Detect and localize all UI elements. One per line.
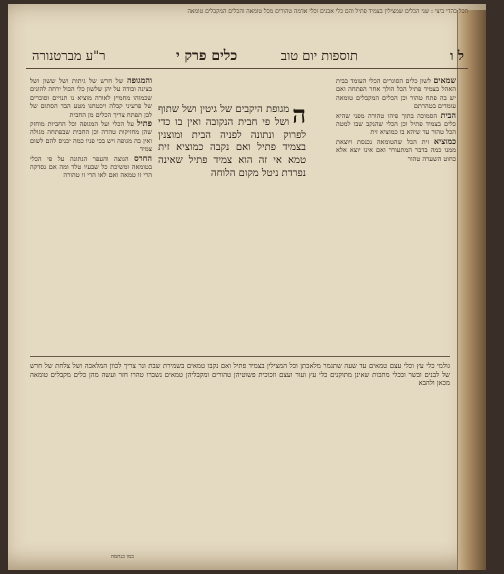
commentary-paragraph: כמוציא זית הכל שהטומאה נכנסת ויוצאת ממנו כמה בדבר המתעורר ואם אינו יוצא אלא כחוט השערה טהור (336, 135, 456, 163)
commentary-paragraph: החרס הגוצה והעפר הנתונה על פי הכלי בטומאה ומשיכת כל שבעיו טלד ומה אם נסדקה הרי זו טמאה ואם לאו הרי זו טהורה (30, 152, 152, 180)
mishna-text: ה מגופת היקבים של גיטין ושל שתוף ושל פי חבית הנקובה ואין בו כדי לפרוק ונתונה לפניה הבית ומוצנין בצמיד פתיל ואם נקבה כמוציא זית טמא אי זה הוא צמיד פתיל שאינה נפרדת ניטל מקום הלוחה (158, 104, 306, 179)
divider-rule (30, 356, 450, 357)
top-margin-text: הכל כהדי ביצי : שני הכלים שמצילין בצמיד פתיל והם כלי אבנים וכלי אדמה טהורים מכל טומאה והכלים המקבלים טומאה (187, 8, 468, 15)
commentary-paragraph: שמאים לשון כלים הסוגרים הכלי העומד בבית האהל בצמיד פתיל הכל הולך אחר הפתחה ואם יש בה פתח טהור וכן הכלים המקבלים טומאה עומדים בטהרתם (336, 76, 456, 111)
bottom-commentary: גולמי כלי עץ וכלי עצם טמאים עד שעה שתגמר מלאכתן וכל המצילין בצמיד פתיל ואם נקבו טמאים בשמירת שבת ונר צריך לכוון המלאכה ושל צלחת של חרש של לבנים ובשר ובכלי מתכות שאינן מתוקנים כלי עץ ועור ועצם וזכוכית פשוטיהן טהורים ומקבליהן טמאים נשברו טהרו חזר ועשה מהן כלים מקבלים טומאה מכאן ולהבא (30, 362, 450, 388)
page-edge (457, 10, 486, 570)
page-number: ל ו (450, 49, 464, 64)
commentary-paragraph: והמגופה של חרש של גיתות ושל ששון ושל בצינה ובודה על יהן שלשון כלי הכול ירחה להונים שכמוהו מחמיץ לאורה מוציא נו תנויים וסוכרים של פרעיני קבלה ויכטחנו מטע הבד הסתום של לבן תפתח צריך הכלים מן החבית (30, 76, 152, 119)
running-head (26, 44, 468, 69)
chapter-title: כלים פרק י (176, 48, 238, 64)
commentary-paragraph: הבית הסמוכה בתוך פיהו טהורה מפני שהיא כלים בצמיד פתיל וכן הכלי שהנקב שבו למטה הכל טהור עד שיהא בו כמוציא זית (336, 109, 456, 137)
book-page (8, 4, 486, 570)
right-commentary-column (336, 76, 456, 336)
left-commentary-column (30, 76, 152, 346)
drop-capital: ה (292, 104, 306, 129)
commentary-paragraph: פתיל על הכלי ועל המגופה וכל החביות מוחזק שהן מחזיקות טהרה וכן החבית שבפתחה מגולה ואין בה מגופה ויש בכי פניו כמה יכניס להם לשום צמיד (30, 118, 152, 154)
tosafot-label: תוספות יום טוב (280, 49, 358, 64)
commentator-label: ר"ע מברטנורה (32, 49, 106, 64)
catchword: כמו כנחמה (110, 554, 134, 560)
